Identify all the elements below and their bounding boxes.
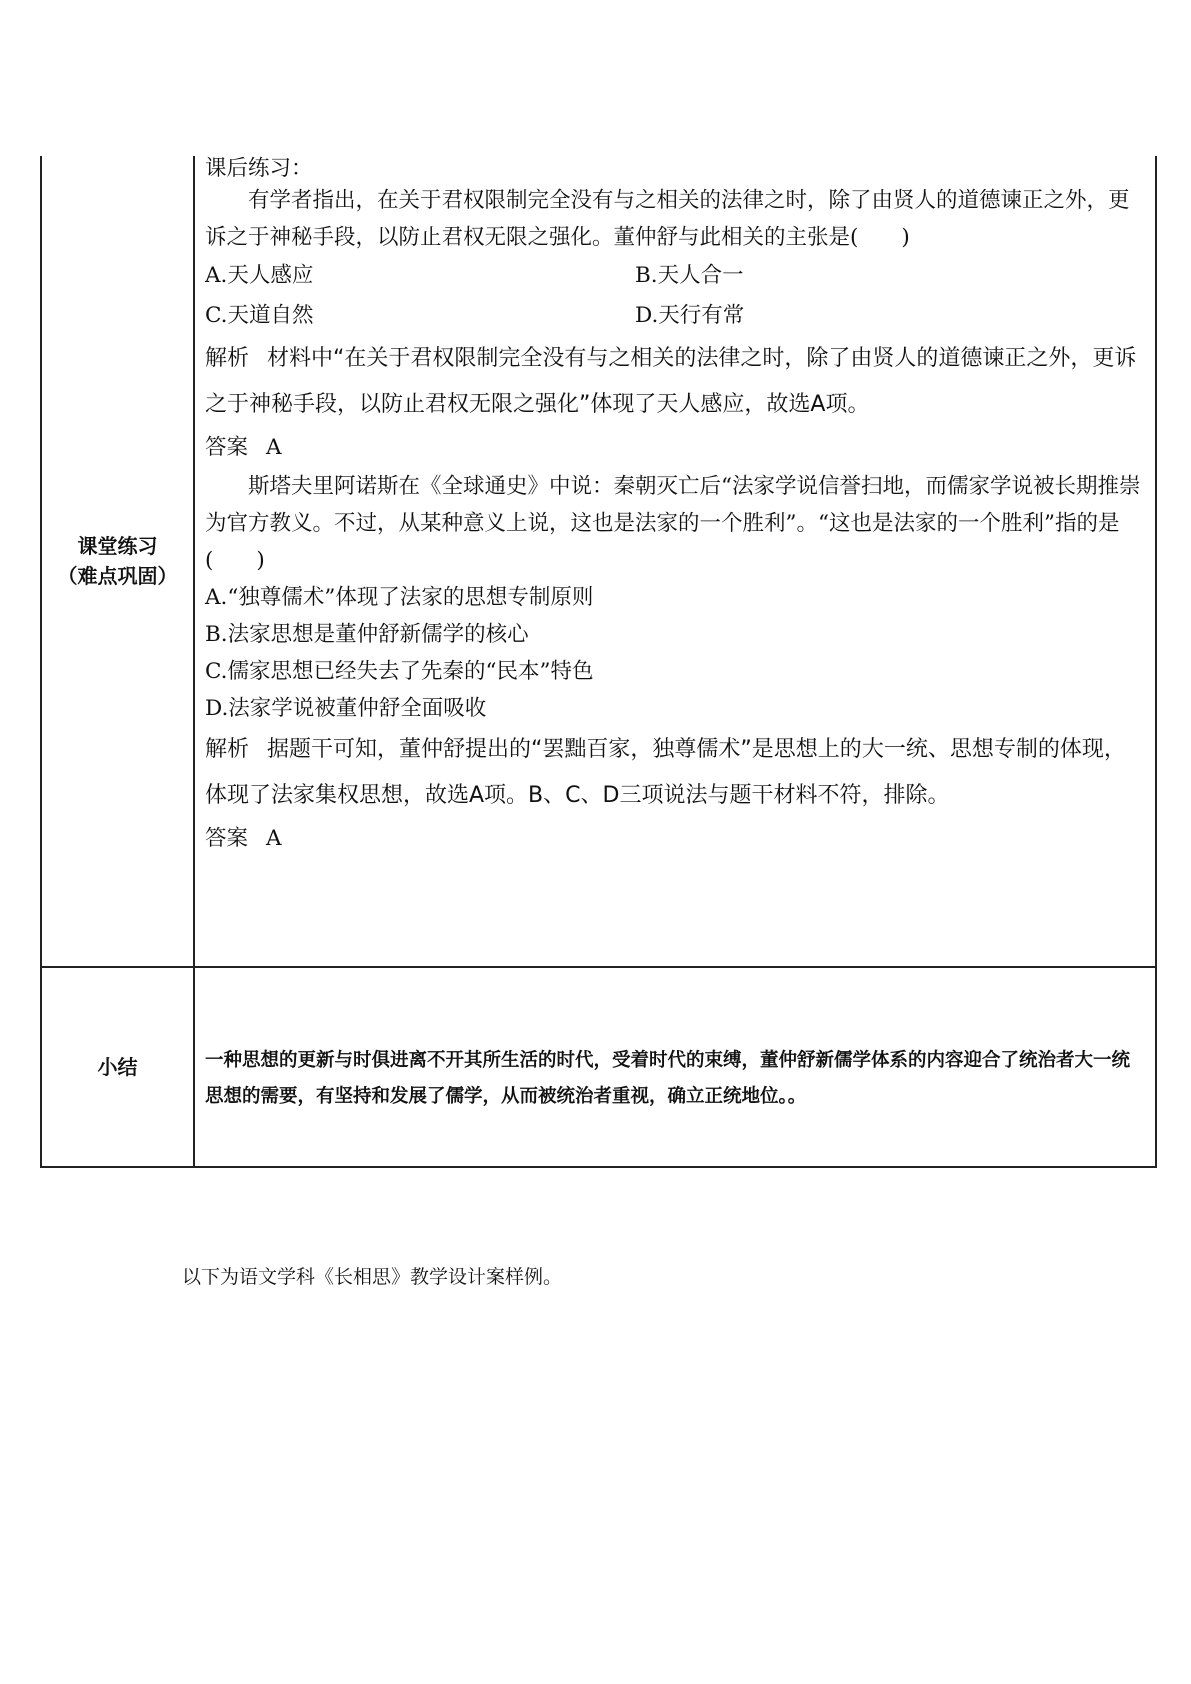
q2-analysis-text: 据题干可知，董仲舒提出的“罢黜百家，独尊儒术”是思想上的大一统、思想专制的体现，体现了法家集权思想，故选A项。B、C、D三项说法与题干材料不符，排除。: [205, 737, 1126, 808]
q1-option-d: D.天行有常: [635, 303, 745, 328]
practice-row: [41, 156, 1156, 967]
q2-option-b: B.法家思想是董仲舒新儒学的核心: [205, 622, 529, 647]
lesson-table: [40, 156, 1157, 1168]
q2-analysis: [205, 727, 1143, 819]
q1-stem: 有学者指出，在关于君权限制完全没有与之相关的法律之时，除了由贤人的道德谏正之外，更诉之于神秘手段，以防止君权无限之强化。董仲舒与此相关的主张是( ): [205, 188, 1130, 250]
exercise-heading: 课后练习：: [205, 156, 313, 181]
summary-label: 小结: [41, 967, 194, 1167]
q1-analysis-tag: 解析: [205, 346, 250, 371]
summary-content: [194, 967, 1156, 1167]
footer-note: 以下为语文学科《长相思》教学设计案样例。: [182, 1266, 563, 1288]
q2-analysis-tag: 解析: [205, 737, 250, 762]
summary-text: 一种思想的更新与时俱进离不开其所生活的时代，受着时代的束缚，董仲舒新儒学体系的内容迎合了统治者大一统思想的需要，有坚持和发展了儒学，从而被统治者重视，确立正统地位。。: [205, 1050, 1131, 1107]
summary-row: [41, 967, 1156, 1167]
q1-analysis: [205, 336, 1143, 428]
q2-option-d: D.法家学说被董仲舒全面吸收: [205, 696, 487, 721]
q1-answer-tag: 答案: [205, 435, 249, 460]
q2-option-a: A.“独尊儒术”体现了法家的思想专制原则: [205, 585, 594, 610]
q1-option-a: A.天人感应: [205, 263, 314, 288]
q2-answer-value: A: [266, 826, 282, 851]
practice-label: [41, 156, 194, 967]
q1-options-row-1: [205, 256, 1143, 296]
practice-label-title: 课堂练习: [77, 534, 158, 558]
practice-label-subtitle: （难点巩固）: [57, 564, 178, 588]
q1-answer-value: A: [266, 435, 282, 460]
q2-answer-tag: 答案: [205, 826, 249, 851]
q1-options-row-2: [205, 296, 1143, 336]
q1-answer: [205, 428, 1143, 468]
q2-option-c: C.儒家思想已经失去了先秦的“民本”特色: [205, 659, 594, 684]
q2-answer: [205, 819, 1143, 859]
practice-content: [194, 156, 1156, 967]
q1-analysis-text: 材料中“在关于君权限制完全没有与之相关的法律之时，除了由贤人的道德谏正之外，更诉之于神秘手段，以防止君权无限之强化”体现了天人感应，故选A项。: [205, 346, 1137, 417]
q2-stem: 斯塔夫里阿诺斯在《全球通史》中说：秦朝灭亡后“法家学说信誉扫地，而儒家学说被长期推崇为官方教义。不过，从某种意义上说，这也是法家的一个胜利”。“这也是法家的一个胜利”指的是( ): [205, 474, 1141, 573]
q1-option-b: B.天人合一: [635, 263, 744, 288]
q1-option-c: C.天道自然: [205, 303, 314, 328]
